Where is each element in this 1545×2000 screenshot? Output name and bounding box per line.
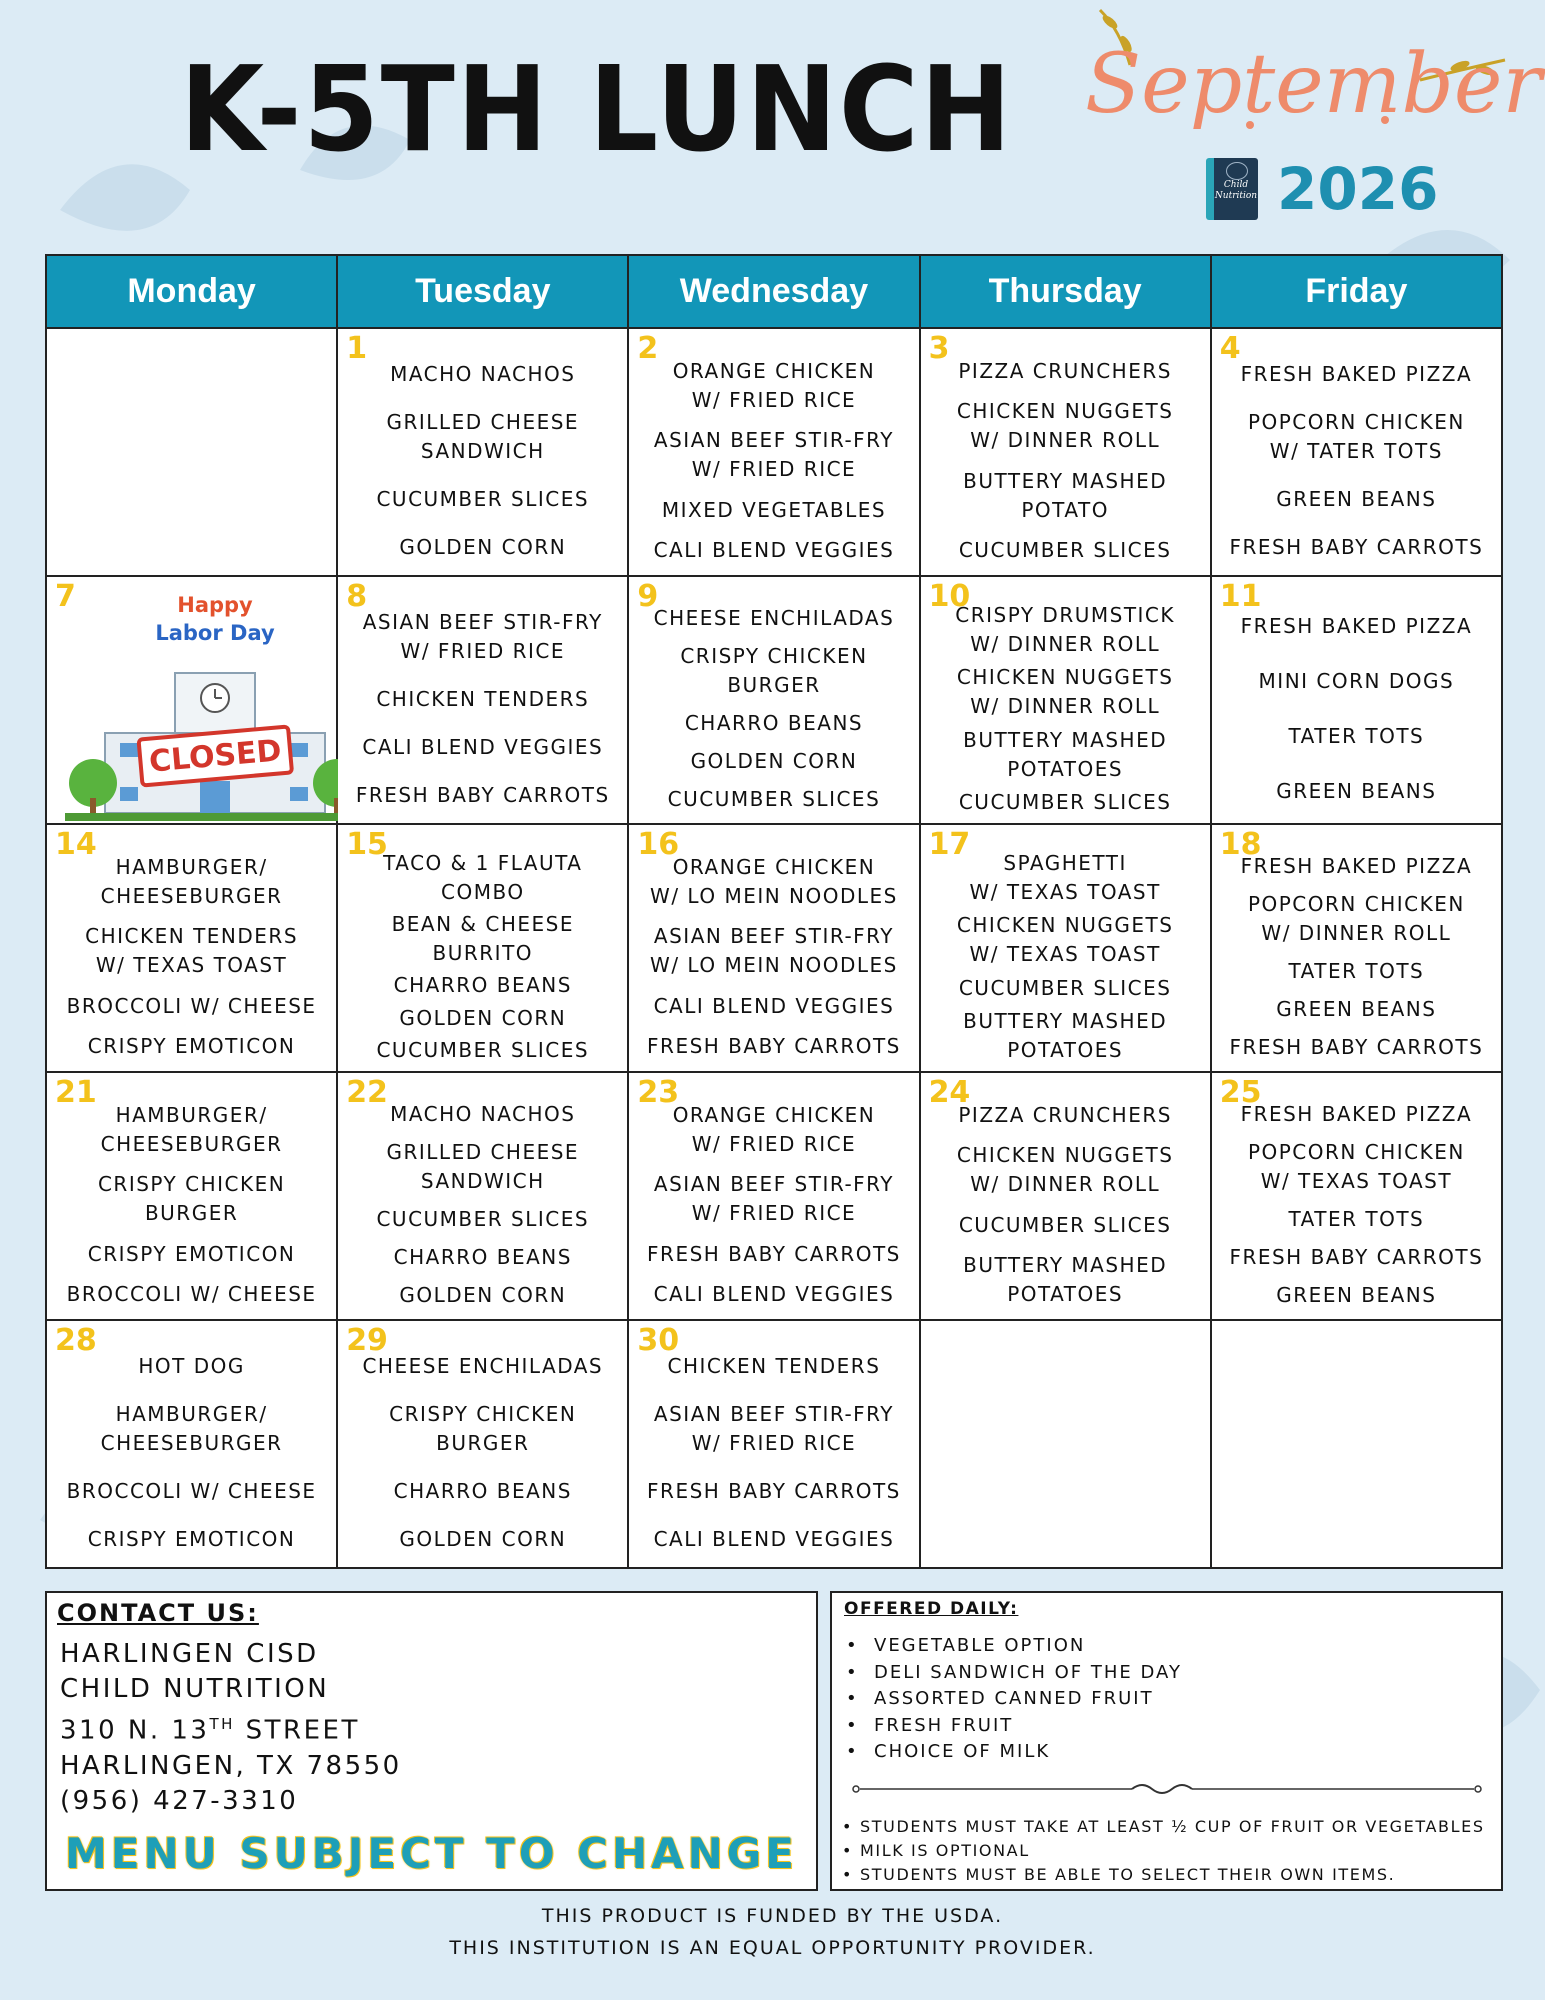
menu-item: CUCUMBER SLICES <box>376 1206 590 1231</box>
menu-item: POPCORN CHICKEN W/ DINNER ROLL <box>1247 891 1465 945</box>
logo-text: Child Nutrition <box>1214 180 1258 201</box>
day-cell-friday <box>1211 1072 1502 1320</box>
menu-item: CHICKEN TENDERS W/ TEXAS TOAST <box>85 924 299 978</box>
header-wednesday: Wednesday <box>628 255 919 328</box>
note-item: • STUDENTS MUST BE ABLE TO SELECT THEIR OWN ITEMS. <box>842 1863 1485 1887</box>
menu-item: GRILLED CHEESE SANDWICH <box>386 410 580 464</box>
menu-item: CHICKEN NUGGETS W/ DINNER ROLL <box>956 665 1174 719</box>
menu-item: HAMBURGER/ CHEESEBURGER <box>100 854 283 908</box>
month-label: September <box>1085 37 1542 132</box>
menu-item: CALI BLEND VEGGIES <box>653 538 895 563</box>
menu-item: CHICKEN TENDERS <box>667 1354 881 1379</box>
menu-item: FRESH BABY CARROTS <box>647 1478 901 1503</box>
menu-item: CRISPY CHICKEN BURGER <box>680 643 868 697</box>
menu-item: BUTTERY MASHED POTATOES <box>963 1253 1168 1307</box>
calendar-week-row <box>46 1320 1502 1568</box>
calendar-week-row <box>46 328 1502 576</box>
day-cell-friday <box>1211 824 1502 1072</box>
day-number: 29 <box>346 1323 388 1358</box>
labor-day-closed <box>47 577 336 823</box>
day-number: 24 <box>928 1075 971 1110</box>
menu-item: CHARRO BEANS <box>684 710 864 735</box>
menu-item: GREEN BEANS <box>1276 486 1437 511</box>
menu-item: CHICKEN TENDERS <box>376 687 590 712</box>
menu-subject-to-change: MENU SUBJECT TO CHANGE <box>65 1829 798 1878</box>
menu-item: GOLDEN CORN <box>690 749 858 774</box>
day-cell-thursday <box>920 1320 1211 1568</box>
menu-item: FRESH BABY CARROTS <box>1229 1035 1484 1060</box>
note-item: • STUDENTS MUST TAKE AT LEAST ½ CUP OF FRUIT OR VEGETABLES <box>842 1815 1485 1839</box>
day-number: 11 <box>1219 579 1262 614</box>
menu-item: TACO & 1 FLAUTA COMBO <box>383 850 583 904</box>
day-cell-wednesday <box>628 824 919 1072</box>
day-cell-wednesday <box>628 1320 919 1568</box>
day-number: 18 <box>1219 827 1262 862</box>
menu-item: TATER TOTS <box>1288 724 1425 748</box>
menu-item: CRISPY CHICKEN BURGER <box>97 1172 286 1226</box>
day-number: 8 <box>346 579 368 614</box>
contact-city: HARLINGEN, TX 78550 <box>60 1750 402 1781</box>
day-number: 17 <box>928 827 971 862</box>
menu-items <box>338 329 627 575</box>
page-title: K-5TH LUNCH <box>180 40 1014 178</box>
day-cell-tuesday <box>337 1320 628 1568</box>
menu-item: ORANGE CHICKEN W/ LO MEIN NOODLES <box>650 854 898 908</box>
menu-item: TATER TOTS <box>1288 1206 1425 1231</box>
menu-item: CRISPY EMOTICON <box>87 1034 296 1059</box>
menu-item: BUTTERY MASHED POTATO <box>963 468 1168 522</box>
menu-item: BROCCOLI W/ CHEESE <box>66 993 317 1018</box>
child-nutrition-logo <box>1206 158 1258 220</box>
street-name: STREET <box>234 1715 360 1746</box>
menu-item: GREEN BEANS <box>1276 997 1437 1022</box>
header-monday: Monday <box>46 255 337 328</box>
day-cell-thursday <box>920 328 1211 576</box>
menu-item: CHARRO BEANS <box>393 1478 572 1503</box>
menu-item: ORANGE CHICKEN W/ FRIED RICE <box>672 358 876 412</box>
menu-item: CHEESE ENCHILADAS <box>653 605 895 630</box>
menu-item: CALI BLEND VEGGIES <box>362 734 604 759</box>
decorative-divider <box>852 1782 1482 1796</box>
menu-items <box>629 329 918 575</box>
labor-day-line2: Labor Day <box>155 621 275 645</box>
day-number: 7 <box>55 579 76 614</box>
contact-phone: (956) 427-3310 <box>60 1785 299 1816</box>
menu-item: GOLDEN CORN <box>399 534 567 559</box>
offered-heading: OFFERED DAILY: <box>844 1599 1019 1619</box>
menu-item: ASIAN BEEF STIR-FRY W/ LO MEIN NOODLES <box>650 924 898 978</box>
day-number: 9 <box>637 579 659 614</box>
menu-item: FRESH BABY CARROTS <box>647 1241 901 1266</box>
menu-item: CUCUMBER SLICES <box>958 1212 1172 1237</box>
street-number: 310 N. 13 <box>60 1715 210 1746</box>
closed-sign-text: CLOSED <box>147 733 283 780</box>
labor-day-line1: Happy <box>177 593 253 617</box>
menu-item: ASIAN BEEF STIR-FRY W/ FRIED RICE <box>653 1172 895 1226</box>
menu-item: BEAN & CHEESE BURRITO <box>391 912 574 966</box>
menu-item: CRISPY EMOTICON <box>87 1241 296 1266</box>
footer-line: THIS INSTITUTION IS AN EQUAL OPPORTUNITY PROVIDER. <box>449 1937 1096 1959</box>
usda-footer <box>0 1900 1545 1964</box>
menu-item: CALI BLEND VEGGIES <box>653 1282 895 1307</box>
menu-item: PIZZA CRUNCHERS <box>958 1102 1172 1127</box>
day-number: 10 <box>928 579 971 614</box>
offered-item: • CHOICE OF MILK <box>846 1739 1182 1766</box>
header-thursday: Thursday <box>920 255 1211 328</box>
menu-item: ORANGE CHICKEN W/ FRIED RICE <box>672 1102 876 1156</box>
header-tuesday: Tuesday <box>337 255 628 328</box>
offered-daily-box <box>830 1591 1503 1891</box>
offered-notes <box>842 1815 1485 1887</box>
day-number: 21 <box>55 1075 97 1110</box>
menu-item: CHICKEN NUGGETS W/ TEXAS TOAST <box>956 913 1174 967</box>
menu-item: TATER TOTS <box>1288 958 1425 983</box>
menu-items <box>338 577 627 823</box>
menu-item: CALI BLEND VEGGIES <box>653 993 895 1018</box>
menu-item: CUCUMBER SLICES <box>376 486 590 511</box>
day-cell-friday <box>1211 1320 1502 1568</box>
contact-street <box>60 1707 402 1749</box>
menu-item: FRESH BABY CARROTS <box>1229 1245 1484 1270</box>
menu-item: HAMBURGER/ CHEESEBURGER <box>100 1102 283 1156</box>
menu-item: BUTTERY MASHED POTATOES <box>963 1008 1168 1062</box>
menu-item: CHARRO BEANS <box>393 973 572 998</box>
menu-item: CRISPY DRUMSTICK W/ DINNER ROLL <box>955 603 1176 657</box>
menu-item: MINI CORN DOGS <box>1258 669 1455 693</box>
menu-items <box>921 329 1210 575</box>
day-cell-friday <box>1211 576 1502 824</box>
day-number: 4 <box>1219 331 1241 366</box>
menu-item: PIZZA CRUNCHERS <box>958 358 1172 383</box>
menu-item: CALI BLEND VEGGIES <box>653 1526 895 1551</box>
menu-item: MIXED VEGETABLES <box>661 497 887 522</box>
menu-item: GOLDEN CORN <box>399 1526 567 1551</box>
menu-item: HOT DOG <box>138 1354 245 1379</box>
menu-item: CUCUMBER SLICES <box>958 538 1172 563</box>
menu-item: CUCUMBER SLICES <box>958 789 1172 814</box>
menu-item: GOLDEN CORN <box>399 1283 567 1308</box>
menu-item: MACHO NACHOS <box>390 1101 576 1126</box>
menu-item: FRESH BAKED PIZZA <box>1240 614 1473 638</box>
menu-item: ASIAN BEEF STIR-FRY W/ FRIED RICE <box>362 610 603 664</box>
menu-item: GRILLED CHEESE SANDWICH <box>386 1139 580 1193</box>
menu-item: MACHO NACHOS <box>390 362 576 387</box>
menu-item: CHICKEN NUGGETS W/ DINNER ROLL <box>956 1143 1174 1197</box>
menu-item: FRESH BAKED PIZZA <box>1240 362 1473 387</box>
day-number: 23 <box>637 1075 680 1110</box>
menu-item: CUCUMBER SLICES <box>667 787 881 812</box>
day-number: 28 <box>55 1323 97 1358</box>
menu-item: POPCORN CHICKEN W/ TATER TOTS <box>1247 410 1465 464</box>
menu-item: CHARRO BEANS <box>393 1245 572 1270</box>
day-number: 2 <box>637 331 659 366</box>
menu-items <box>629 577 918 823</box>
menu-items <box>1212 329 1501 575</box>
day-cell-tuesday <box>337 824 628 1072</box>
day-number: 22 <box>346 1075 388 1110</box>
seal-icon <box>1226 162 1248 180</box>
menu-item: ASIAN BEEF STIR-FRY W/ FRIED RICE <box>653 428 895 482</box>
day-cell-tuesday <box>337 576 628 824</box>
day-cell-monday <box>46 824 337 1072</box>
menu-item: CUCUMBER SLICES <box>376 1038 590 1063</box>
day-number: 3 <box>928 331 950 366</box>
offered-list <box>846 1633 1182 1766</box>
day-number: 16 <box>637 827 680 862</box>
day-cell-thursday <box>920 576 1211 824</box>
calendar-week-row <box>46 576 1502 824</box>
menu-item: CHEESE ENCHILADAS <box>362 1354 604 1379</box>
day-number: 15 <box>346 827 388 862</box>
contact-district: HARLINGEN CISD <box>60 1639 319 1669</box>
menu-item: CUCUMBER SLICES <box>958 975 1172 1000</box>
day-cell-thursday <box>920 1072 1211 1320</box>
day-cell-tuesday <box>337 328 628 576</box>
year-label: 2026 <box>1277 155 1439 223</box>
day-number: 14 <box>55 827 97 862</box>
menu-item: GREEN BEANS <box>1276 1283 1437 1308</box>
menu-item: POPCORN CHICKEN W/ TEXAS TOAST <box>1247 1139 1465 1193</box>
offered-item: • VEGETABLE OPTION <box>846 1633 1182 1660</box>
closed-school-icon <box>65 663 365 821</box>
menu-item: BROCCOLI W/ CHEESE <box>66 1282 317 1307</box>
day-cell-monday <box>46 576 337 824</box>
calendar-week-row <box>46 1072 1502 1320</box>
menu-item: FRESH BABY CARROTS <box>1229 534 1484 559</box>
note-item: • MILK IS OPTIONAL <box>842 1839 1485 1863</box>
contact-address <box>60 1637 402 1819</box>
labor-day-banner <box>145 591 285 647</box>
day-number: 1 <box>346 331 368 366</box>
menu-item: FRESH BABY CARROTS <box>355 782 610 807</box>
day-cell-wednesday <box>628 576 919 824</box>
offered-item: • DELI SANDWICH OF THE DAY <box>846 1660 1182 1687</box>
menu-item: BROCCOLI W/ CHEESE <box>66 1478 317 1503</box>
offered-item: • ASSORTED CANNED FRUIT <box>846 1686 1182 1713</box>
day-cell-monday <box>46 1072 337 1320</box>
menu-item: CHICKEN NUGGETS W/ DINNER ROLL <box>956 399 1174 453</box>
header-friday: Friday <box>1211 255 1502 328</box>
menu-item: FRESH BAKED PIZZA <box>1240 1101 1473 1126</box>
contact-heading: CONTACT US: <box>57 1599 259 1627</box>
offered-item: • FRESH FRUIT <box>846 1713 1182 1740</box>
menu-item: CRISPY EMOTICON <box>87 1526 296 1551</box>
day-number: 25 <box>1219 1075 1262 1110</box>
day-cell-monday <box>46 328 337 576</box>
contact-box <box>45 1591 818 1891</box>
menu-item: HAMBURGER/ CHEESEBURGER <box>100 1402 283 1456</box>
footer-line: THIS PRODUCT IS FUNDED BY THE USDA. <box>541 1905 1004 1927</box>
lunch-calendar <box>45 254 1503 1569</box>
day-cell-tuesday <box>337 1072 628 1320</box>
menu-item: BUTTERY MASHED POTATOES <box>963 727 1168 781</box>
day-cell-friday <box>1211 328 1502 576</box>
day-cell-wednesday <box>628 328 919 576</box>
weekday-header-row <box>46 255 1502 328</box>
day-cell-monday <box>46 1320 337 1568</box>
menu-item: FRESH BABY CARROTS <box>647 1034 901 1059</box>
menu-item: GREEN BEANS <box>1276 779 1437 803</box>
menu-item: ASIAN BEEF STIR-FRY W/ FRIED RICE <box>653 1402 895 1456</box>
day-number: 30 <box>637 1323 680 1358</box>
menu-item: SPAGHETTI W/ TEXAS TOAST <box>969 851 1161 905</box>
contact-department: CHILD NUTRITION <box>60 1674 330 1704</box>
street-ordinal: TH <box>209 1715 235 1733</box>
day-cell-wednesday <box>628 1072 919 1320</box>
calendar-week-row <box>46 824 1502 1072</box>
menu-item: CRISPY CHICKEN BURGER <box>389 1402 577 1456</box>
menu-item: GOLDEN CORN <box>399 1005 567 1030</box>
day-cell-thursday <box>920 824 1211 1072</box>
menu-item: FRESH BAKED PIZZA <box>1240 853 1473 878</box>
